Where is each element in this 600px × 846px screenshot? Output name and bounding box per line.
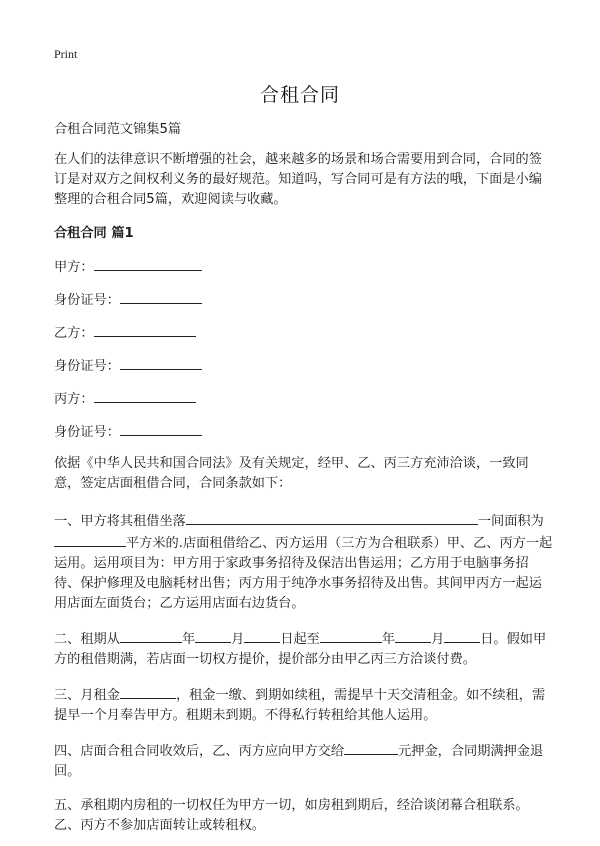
rent-blank <box>120 684 176 699</box>
print-label: Print <box>54 47 78 61</box>
document-body <box>54 120 554 846</box>
clause-4 <box>54 740 554 782</box>
clause-5: 五、承租期内房租的一切权任为甲方一切，如房租到期后，经洽谈闭幕合租联系。乙、丙方不参加店面转让或转租权。 <box>54 798 529 833</box>
party-field-label: 身份证号： <box>54 293 120 308</box>
clause-4-text-a: 四、店面合租合同收效后，乙、丙方应向甲方交给 <box>54 744 345 759</box>
party-field <box>54 355 554 375</box>
party-field-blank <box>94 388 196 403</box>
intro-paragraph: 在人们的法律意识不断增强的社会，越来越多的场景和场合需要用到合同，合同的签订是对双方之间权利义务的最好规范。知道吗，写合同可是有方法的哦，下面是小编整理的合租合同5篇，欢迎阅读与收藏。 <box>54 152 542 207</box>
year-label: 年 <box>181 632 196 647</box>
end-month-blank <box>395 628 431 643</box>
area-blank <box>54 532 126 547</box>
basis-paragraph: 依据《中华人民共和国合同法》及有关规定，经甲、乙、丙三方充沛洽谈，一致同意，签定店面租借合同，合同条款如下： <box>54 456 529 491</box>
clause-2-text-b: 日。假如甲方的租借期满，若店面一切权方提价，提价部分由甲乙丙三方洽谈付费。 <box>54 632 547 667</box>
party-field <box>54 421 554 441</box>
deposit-blank <box>344 740 398 755</box>
clause-1-text-c: 平方米的.店面租借给乙、丙方运用（三方为合租联系）甲、乙、丙方一起运用。运用项目为：甲方用于家政事务招待及保洁出售运用；乙方用于电脑事务招待、保护修理及电脑耗材出售；丙方用于纯净水事务招待及出售。其间甲丙方一起运用店面左面货台；乙方运用店面右边货台。 <box>54 536 553 611</box>
party-fields <box>54 256 554 441</box>
month-label: 月 <box>231 632 245 647</box>
clause-2 <box>54 628 554 670</box>
clause-4-text-b: 元押金，合同期满押金退回。 <box>54 744 544 779</box>
clause-1-text-a: 一、甲方将其租借坐落 <box>54 514 186 529</box>
document-subtitle: 合租合同范文锦集5篇 <box>54 122 182 137</box>
party-field-label: 身份证号： <box>54 425 120 440</box>
party-field-label: 乙方： <box>54 326 94 341</box>
party-field-blank <box>120 355 202 370</box>
party-field-blank <box>120 421 202 436</box>
location-blank <box>186 510 478 525</box>
start-month-blank <box>195 628 231 643</box>
party-field-blank <box>120 289 202 304</box>
clause-3-text-b: ，租金一缴、到期如续租，需提早十天交清租金。如不续租，需提早一个月奉告甲方。租期未到期。不得私行转租给其他人运用。 <box>54 688 546 723</box>
clause-1-text-b: 一间面积为 <box>477 514 544 529</box>
start-day-blank <box>244 628 280 643</box>
party-field-label: 身份证号： <box>54 359 120 374</box>
party-field <box>54 289 554 309</box>
year-label: 年 <box>381 632 396 647</box>
start-year-blank <box>120 628 182 643</box>
party-field <box>54 322 554 342</box>
end-year-blank <box>320 628 382 643</box>
party-field-label: 甲方： <box>54 260 94 275</box>
document-title: 合租合同 <box>259 84 340 106</box>
month-label: 月 <box>431 632 445 647</box>
party-field <box>54 388 554 408</box>
party-field-label: 丙方： <box>54 392 94 407</box>
section-heading: 合租合同 篇1 <box>54 226 134 241</box>
end-day-blank <box>444 628 480 643</box>
clause-1 <box>54 510 554 614</box>
clause-2-text-a: 二、租期从 <box>54 632 120 647</box>
party-field-blank <box>94 322 196 337</box>
party-field <box>54 256 554 276</box>
clause-3-text-a: 三、月租金 <box>54 688 120 703</box>
clause-3 <box>54 684 554 726</box>
party-field-blank <box>94 256 202 271</box>
day-label: 日起至 <box>280 632 320 647</box>
